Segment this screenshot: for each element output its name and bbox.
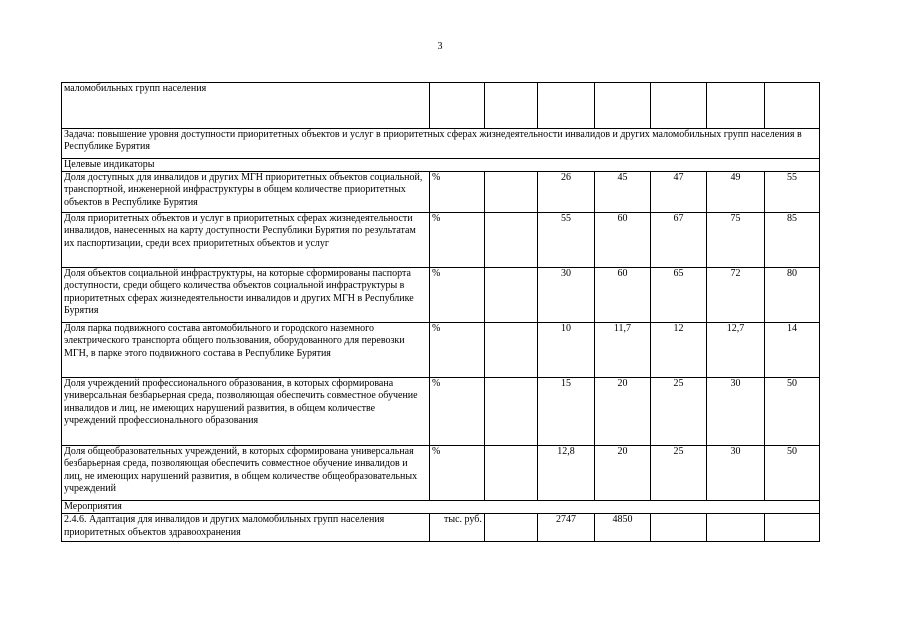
indicator-name: Доля приоритетных объектов и услуг в приоритетных сферах жизнедеятельности инвалидов, нанесенных на карту доступности Республики Бурятия по результатам их паспортизации, среди всех приоритетных объектов и услуг (62, 213, 430, 268)
table-row (62, 268, 820, 323)
indicator-unit: % (430, 213, 485, 268)
indicator-value: 75 (707, 213, 765, 268)
table-row (62, 514, 820, 542)
indicator-value: 55 (765, 172, 820, 213)
indicator-value: 30 (707, 378, 765, 446)
indicator-value: 12,7 (707, 323, 765, 378)
indicator-value: 26 (538, 172, 595, 213)
indicator-value: 25 (651, 378, 707, 446)
table-row-continued (62, 83, 820, 129)
measure-value (485, 514, 538, 542)
indicator-value (485, 446, 538, 501)
indicator-value: 72 (707, 268, 765, 323)
task-cell: Задача: повышение уровня доступности приоритетных объектов и услуг в приоритетных сферах жизнедеятельности инвалидов и других маломобильных групп населения в Республике Бурятия (62, 129, 820, 159)
table-row-task (62, 129, 820, 159)
indicator-value: 49 (707, 172, 765, 213)
indicator-value: 65 (651, 268, 707, 323)
indicator-value: 85 (765, 213, 820, 268)
table-row (62, 378, 820, 446)
indicator-value: 55 (538, 213, 595, 268)
measure-value: 4850 (595, 514, 651, 542)
indicator-unit: % (430, 323, 485, 378)
measure-name: 2.4.6. Адаптация для инвалидов и других маломобильных групп населения приоритетных объектов здравоохранения (62, 514, 430, 542)
indicator-value: 14 (765, 323, 820, 378)
continued-cell-text: маломобильных групп населения (62, 83, 430, 129)
measures-header-cell: Мероприятия (62, 501, 820, 514)
indicator-value (485, 213, 538, 268)
indicator-value (485, 378, 538, 446)
indicator-value: 25 (651, 446, 707, 501)
indicator-value: 20 (595, 378, 651, 446)
table-row (62, 213, 820, 268)
table-row-indicators-header (62, 159, 820, 172)
indicator-name: Доля парка подвижного состава автомобильного и городского наземного электрического транспорта общего пользования, оборудованного для перевозки МГН, в парке этого подвижного состава в Республике Бурятия (62, 323, 430, 378)
table-row (62, 446, 820, 501)
indicator-value: 15 (538, 378, 595, 446)
indicator-value: 12,8 (538, 446, 595, 501)
table-row (62, 323, 820, 378)
indicator-value: 67 (651, 213, 707, 268)
indicators-table (61, 82, 820, 542)
indicator-value (485, 323, 538, 378)
indicator-value: 80 (765, 268, 820, 323)
indicator-name: Доля объектов социальной инфраструктуры, на которые сформированы паспорта доступности, среди общего количества объектов социальной инфраструктуры в приоритетных сферах жизнедеятельности инвалидов и других МГН в Республике Бурятия (62, 268, 430, 323)
indicator-value: 47 (651, 172, 707, 213)
indicator-unit: % (430, 378, 485, 446)
indicator-value (485, 268, 538, 323)
table-row (62, 172, 820, 213)
indicator-name: Доля общеобразовательных учреждений, в которых сформирована универсальная безбарьерная среда, позволяющая обеспечить совместное обучение инвалидов и лиц, не имеющих нарушений развития, в общем количестве общеобразовательных учреждений (62, 446, 430, 501)
indicator-value: 12 (651, 323, 707, 378)
indicators-header-cell: Целевые индикаторы (62, 159, 820, 172)
indicator-value: 10 (538, 323, 595, 378)
indicator-name: Доля доступных для инвалидов и других МГН приоритетных объектов социальной, транспортной, инженерной инфраструктуры в общем количестве приоритетных объектов в Республике Бурятия (62, 172, 430, 213)
indicator-value: 60 (595, 213, 651, 268)
indicator-unit: % (430, 446, 485, 501)
measure-value (707, 514, 765, 542)
indicator-unit: % (430, 172, 485, 213)
indicator-value: 30 (538, 268, 595, 323)
measure-unit: тыс. руб. (430, 514, 485, 542)
indicator-unit: % (430, 268, 485, 323)
indicator-value: 45 (595, 172, 651, 213)
indicator-value: 50 (765, 378, 820, 446)
page-number: 3 (437, 41, 443, 52)
measure-value: 2747 (538, 514, 595, 542)
indicator-value (485, 172, 538, 213)
indicator-value: 11,7 (595, 323, 651, 378)
indicator-value: 50 (765, 446, 820, 501)
indicator-value: 30 (707, 446, 765, 501)
measure-value (765, 514, 820, 542)
indicator-value: 60 (595, 268, 651, 323)
measure-value (651, 514, 707, 542)
indicator-name: Доля учреждений профессионального образования, в которых сформирована универсальная безбарьерная среда, позволяющая обеспечить совместное обучение инвалидов и лиц, не имеющих нарушений развития, в общем количестве учреждений профессионального образования (62, 378, 430, 446)
indicator-value: 20 (595, 446, 651, 501)
table-row-measures-header (62, 501, 820, 514)
